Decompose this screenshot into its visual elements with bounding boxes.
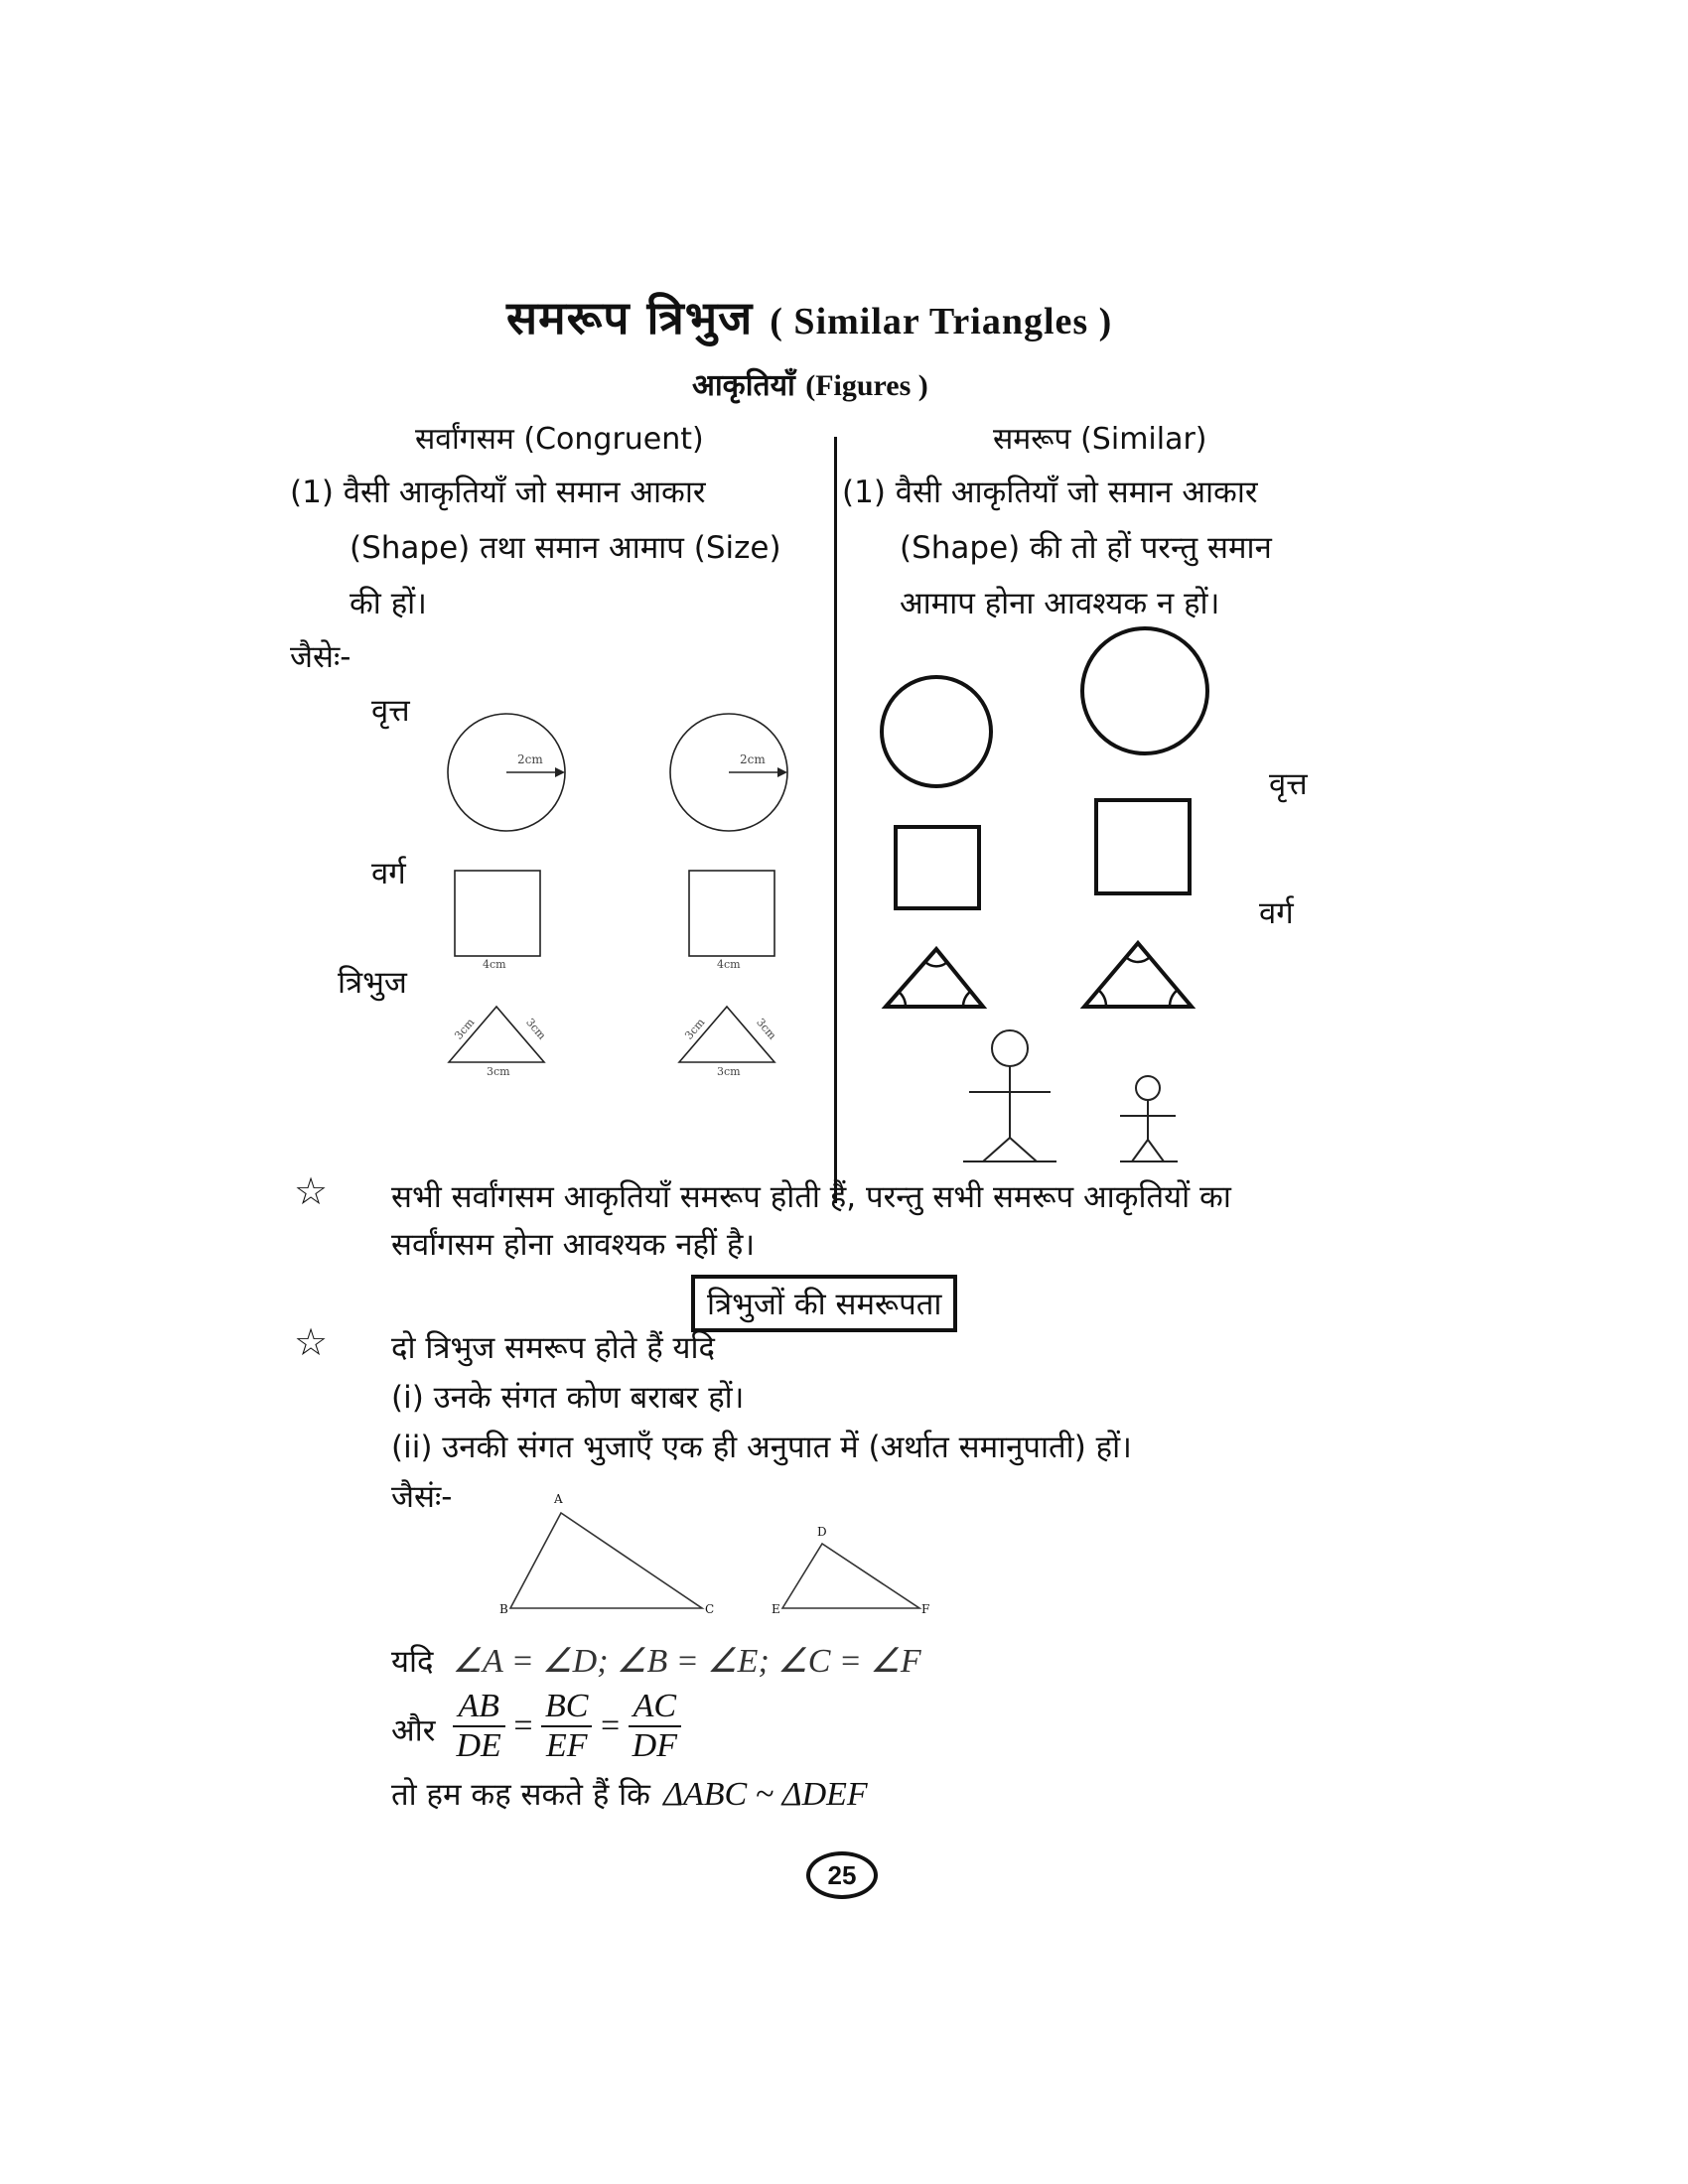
similar-circle-small [882, 677, 991, 786]
tri-left-label-2: 3cm [682, 1016, 708, 1042]
similar-triangle-small [886, 949, 983, 1007]
ratio-3-num: AC [629, 1688, 681, 1727]
stick-figure-small-leg-left [1132, 1140, 1148, 1161]
stick-figure-large-leg-right [1010, 1138, 1037, 1161]
label-square-left: वर्ग [371, 856, 406, 891]
side-label-1: 4cm [483, 958, 506, 971]
condition-2: (ii) उनकी संगत भुजाएँ एक ही अनुपात में (अर्थात समानुपाती) हों। [391, 1430, 1132, 1465]
note2-line1: दो त्रिभुज समरूप होते हैं यदि [391, 1330, 715, 1366]
conclusion-text: तो हम कह सकते हैं कि [391, 1777, 650, 1813]
triangle-abc [510, 1513, 702, 1608]
condition-1: (i) उनके संगत कोण बराबर हों। [391, 1380, 745, 1416]
ratio-3-den: DF [632, 1727, 677, 1764]
stick-figure-small-head [1136, 1076, 1160, 1100]
stick-figures [963, 1030, 1178, 1161]
example-triangles [510, 1513, 919, 1608]
vertex-c: C [705, 1602, 715, 1616]
ratio-1 [453, 1688, 505, 1765]
similar-heading: समरूप (Similar) [993, 422, 1207, 457]
page-number: 25 [806, 1851, 878, 1899]
angle-arc-1 [899, 992, 906, 1007]
stick-figure-large-head [992, 1030, 1028, 1066]
ratio-line [391, 1688, 681, 1765]
vertex-d: D [817, 1525, 827, 1539]
ratio-1-den: DE [456, 1727, 501, 1764]
angle-condition-line [391, 1640, 921, 1682]
ratio-expression [453, 1688, 681, 1764]
vertex-b: B [499, 1602, 508, 1616]
angle-equalities: ∠A = ∠D; ∠B = ∠E; ∠C = ∠F [452, 1643, 921, 1680]
stick-figure-small-leg-right [1148, 1140, 1164, 1161]
star-icon: ☆ [294, 1320, 329, 1364]
side-label-2: 4cm [717, 958, 741, 971]
similar-point-line3: आमाप होना आवश्यक न हों। [900, 586, 1220, 621]
congruent-point-line3: की हों। [350, 586, 427, 621]
congruent-square-1 [455, 871, 540, 956]
equals-sign: = [600, 1707, 621, 1744]
star-icon: ☆ [294, 1169, 329, 1213]
vertex-f: F [921, 1602, 930, 1616]
title-hindi: समरूप त्रिभुज [506, 291, 754, 344]
example2-label: जैसंः- [391, 1479, 453, 1515]
vertex-a: A [554, 1492, 563, 1506]
tri-right-label-2: 3cm [754, 1016, 779, 1042]
arrowhead-2 [777, 767, 787, 777]
similar-figures [882, 628, 1207, 1007]
title-english: ( Similar Triangles ) [770, 301, 1113, 342]
subtitle-hindi: आकृतियाँ [692, 368, 795, 403]
label-square-right: वर्ग [1259, 895, 1294, 931]
similar-square-small [896, 827, 979, 908]
tri-base-label-1: 3cm [487, 1065, 510, 1078]
angle-arc-4 [1098, 990, 1106, 1007]
vertex-e: E [772, 1602, 780, 1616]
congruent-figures [448, 714, 787, 1062]
congruent-square-2 [689, 871, 774, 956]
equals-sign: = [513, 1707, 533, 1744]
triangle-def [782, 1544, 919, 1608]
ratio-3 [629, 1688, 681, 1765]
angle-arc-2 [963, 992, 970, 1007]
tri-left-label-1: 3cm [452, 1016, 478, 1042]
angle-arc-3 [925, 962, 947, 966]
congruent-point-line2: (Shape) तथा समान आमाप (Size) [350, 530, 781, 566]
angle-arc-6 [1126, 957, 1150, 962]
tri-right-label-1: 3cm [523, 1016, 549, 1042]
similar-point-line1: (1) वैसी आकृतियाँ जो समान आकार [842, 475, 1258, 510]
arrowhead-1 [555, 767, 565, 777]
radius-label-2: 2cm [740, 752, 766, 766]
boxed-heading: त्रिभुजों की समरूपता [691, 1275, 957, 1332]
label-circle-right: वृत्त [1269, 766, 1308, 802]
subtitle-english: (Figures ) [805, 369, 928, 402]
radius-label-1: 2cm [517, 752, 543, 766]
ratio-2-den: EF [545, 1727, 588, 1764]
tri-base-label-2: 3cm [717, 1065, 741, 1078]
if-word: यदि [391, 1644, 434, 1680]
congruent-point-line1: (1) वैसी आकृतियाँ जो समान आकार [290, 475, 706, 510]
ratio-1-num: AB [453, 1688, 505, 1727]
label-triangle-left: त्रिभुज [338, 965, 407, 1001]
similar-square-large [1096, 800, 1190, 893]
similar-point-line2: (Shape) की तो हों परन्तु समान [900, 530, 1272, 566]
ratio-2-num: BC [541, 1688, 592, 1727]
stick-figure-large-leg-left [983, 1138, 1010, 1161]
conclusion-line [391, 1773, 868, 1815]
note1-line2: सर्वांगसम होना आवश्यक नहीं है। [391, 1227, 756, 1263]
example-label: जैसेः- [290, 639, 352, 675]
note1-line1: सभी सर्वांगसम आकृतियाँ समरूप होती हैं, परन्तु सभी समरूप आकृतियों का [391, 1179, 1231, 1215]
similar-triangle-large [1084, 943, 1192, 1007]
ratio-2 [541, 1688, 592, 1765]
congruent-heading: सर्वांगसम (Congruent) [415, 422, 704, 457]
conclusion-math: ΔABC ~ ΔDEF [663, 1776, 868, 1813]
angle-arc-5 [1170, 990, 1178, 1007]
and-word: और [391, 1712, 436, 1749]
similar-circle-large [1082, 628, 1207, 753]
label-circle-left: वृत्त [371, 693, 410, 729]
